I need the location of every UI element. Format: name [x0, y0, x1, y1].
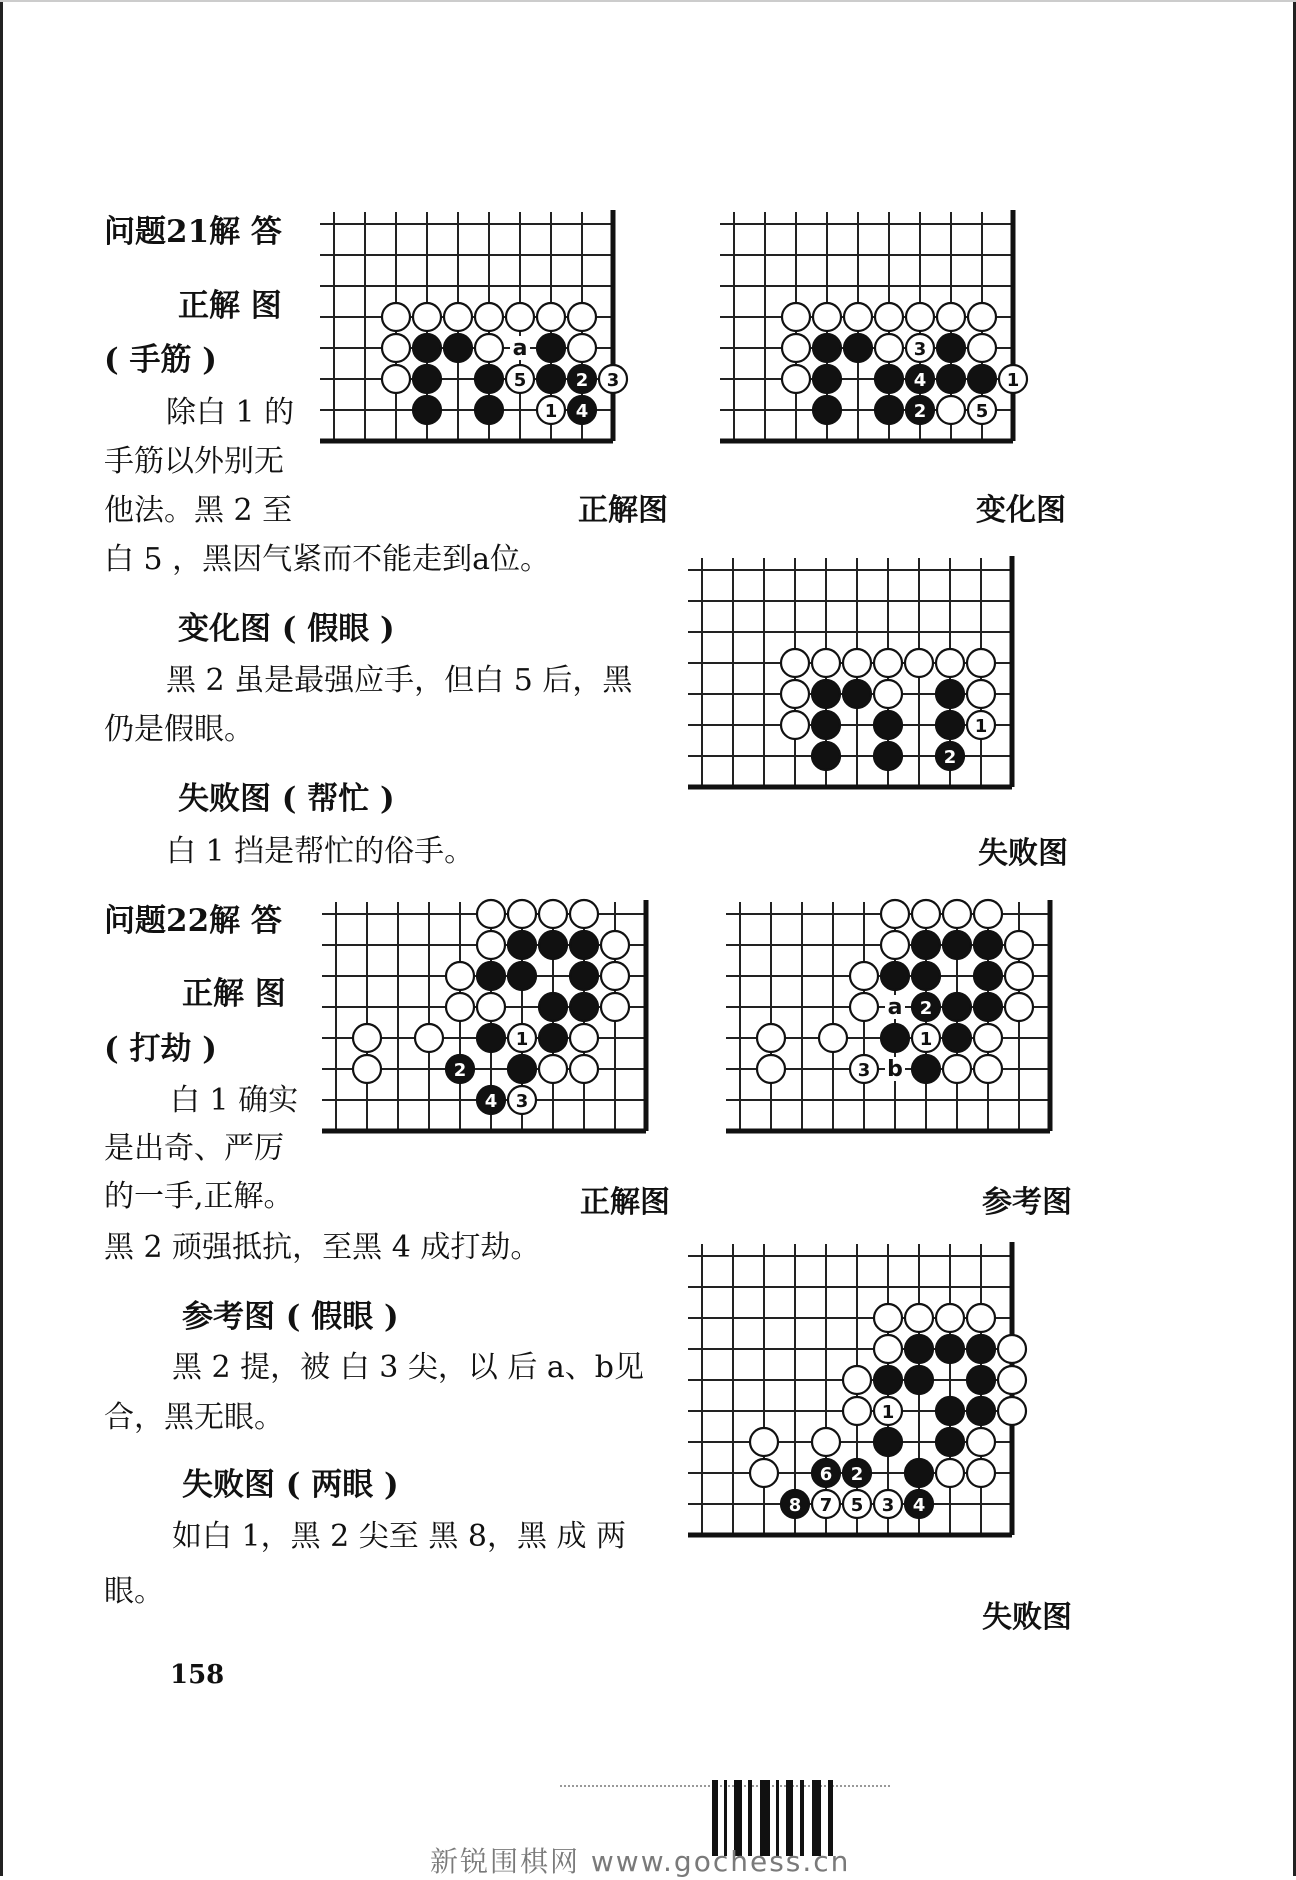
black-stone	[974, 931, 1002, 959]
black-stone	[537, 365, 565, 393]
svg-text:6: 6	[819, 1464, 833, 1485]
svg-text:3: 3	[606, 370, 620, 391]
black-stone	[812, 742, 840, 770]
black-stone-2	[843, 1459, 871, 1487]
black-stone	[874, 711, 902, 739]
white-stone	[812, 649, 840, 677]
svg-text:1: 1	[919, 1029, 933, 1050]
black-stone	[570, 993, 598, 1021]
black-stone-2	[936, 742, 964, 770]
white-stone	[937, 303, 965, 331]
white-stone	[781, 649, 809, 677]
caption-p22-failure: 失败图	[982, 1600, 1072, 1635]
white-stone	[968, 334, 996, 362]
site-watermark: 新锐围棋网 www.gochess.cn	[430, 1845, 851, 1878]
problem21-variation-title: 变化图 ( 假眼 )	[178, 611, 395, 647]
white-stone	[943, 1055, 971, 1083]
black-stone	[508, 962, 536, 990]
black-stone	[874, 1366, 902, 1394]
board-mark-a: a	[887, 995, 903, 1020]
problem22-correct-subtitle: ( 打劫 )	[104, 1031, 217, 1067]
svg-text:8: 8	[788, 1495, 802, 1516]
problem21-correct-line-2: 手筋以外别无	[104, 444, 284, 479]
white-stone-7	[812, 1490, 840, 1518]
white-stone	[813, 303, 841, 331]
white-stone	[843, 649, 871, 677]
black-stone	[813, 365, 841, 393]
svg-text:2: 2	[453, 1060, 467, 1081]
black-stone	[881, 962, 909, 990]
white-stone	[881, 931, 909, 959]
white-stone	[506, 303, 534, 331]
white-stone-3	[850, 1055, 878, 1083]
white-stone	[850, 962, 878, 990]
black-stone-4	[477, 1086, 505, 1114]
black-stone	[813, 334, 841, 362]
black-stone	[539, 931, 567, 959]
white-stone	[750, 1459, 778, 1487]
white-stone	[568, 303, 596, 331]
problem21-correct-line-4: 白 5 ，黑因气紧而不能走到a位。	[104, 542, 551, 577]
black-stone	[413, 334, 441, 362]
white-stone	[844, 303, 872, 331]
svg-text:1: 1	[515, 1029, 529, 1050]
board-mark-a: a	[512, 336, 528, 361]
white-stone	[782, 365, 810, 393]
black-stone	[936, 1397, 964, 1425]
black-stone	[912, 931, 940, 959]
problem21-variation-line-1: 黑 2 虽是最强应手，但白 5 后，黑	[166, 663, 633, 698]
white-stone	[974, 1055, 1002, 1083]
svg-text:3: 3	[881, 1495, 895, 1516]
black-stone-6	[812, 1459, 840, 1487]
black-stone	[508, 931, 536, 959]
black-stone	[937, 365, 965, 393]
white-stone	[601, 931, 629, 959]
white-stone	[943, 900, 971, 928]
svg-text:3: 3	[913, 339, 927, 360]
white-stone	[537, 303, 565, 331]
white-stone	[936, 1459, 964, 1487]
page-border-left	[0, 0, 3, 1876]
white-stone	[936, 649, 964, 677]
problem21-failure-title: 失败图 ( 帮忙 )	[178, 781, 395, 817]
white-stone	[539, 900, 567, 928]
problem22-reference-line-1: 黑 2 提，被 白 3 尖，以 后 a、b见	[172, 1350, 645, 1385]
white-stone	[936, 1304, 964, 1332]
black-stone	[937, 334, 965, 362]
black-stone	[943, 993, 971, 1021]
svg-text:2: 2	[943, 747, 957, 768]
problem21-heading: 问题21解 答	[104, 214, 282, 250]
black-stone	[936, 1335, 964, 1363]
white-stone	[477, 931, 505, 959]
white-stone	[475, 334, 503, 362]
problem22-failure-title: 失败图 ( 两眼 )	[182, 1467, 399, 1503]
svg-text:4: 4	[912, 1495, 926, 1516]
white-stone	[874, 649, 902, 677]
black-stone-2	[446, 1055, 474, 1083]
black-stone	[477, 962, 505, 990]
black-stone-4	[906, 365, 934, 393]
white-stone-3	[874, 1490, 902, 1518]
svg-text:1: 1	[544, 401, 558, 422]
black-stone	[875, 365, 903, 393]
white-stone	[905, 649, 933, 677]
white-stone	[750, 1428, 778, 1456]
go-diagram-p21-failure	[686, 556, 1086, 806]
problem22-correct-line-4: 黑 2 顽强抵抗，至黑 4 成打劫。	[104, 1230, 541, 1265]
caption-p22-reference: 参考图	[982, 1185, 1072, 1220]
white-stone	[446, 962, 474, 990]
white-stone	[570, 1055, 598, 1083]
white-stone	[782, 334, 810, 362]
problem22-reference-title: 参考图 ( 假眼 )	[182, 1299, 399, 1335]
go-diagram-p22-correct	[320, 900, 700, 1160]
black-stone	[912, 962, 940, 990]
black-stone	[812, 680, 840, 708]
white-stone-5	[843, 1490, 871, 1518]
black-stone	[943, 931, 971, 959]
black-stone	[444, 334, 472, 362]
white-stone-3	[906, 334, 934, 362]
white-stone	[1005, 931, 1033, 959]
black-stone	[475, 396, 503, 424]
black-stone	[967, 1397, 995, 1425]
problem22-correct-title: 正解 图	[182, 976, 286, 1012]
white-stone	[1005, 993, 1033, 1021]
white-stone	[757, 1024, 785, 1052]
white-stone	[874, 1304, 902, 1332]
white-stone-1	[874, 1397, 902, 1425]
white-stone	[998, 1397, 1026, 1425]
white-stone	[881, 900, 909, 928]
black-stone	[936, 680, 964, 708]
black-stone-8	[781, 1490, 809, 1518]
white-stone	[967, 649, 995, 677]
page-border-top	[0, 0, 1296, 2]
white-stone	[912, 900, 940, 928]
white-stone	[353, 1055, 381, 1083]
white-stone	[1005, 962, 1033, 990]
white-stone	[475, 303, 503, 331]
caption-p22-correct: 正解图	[580, 1185, 670, 1220]
white-stone	[819, 1024, 847, 1052]
go-diagram-p21-correct	[318, 210, 676, 470]
black-stone-2	[912, 993, 940, 1021]
black-stone-4	[905, 1490, 933, 1518]
white-stone	[874, 1335, 902, 1363]
black-stone	[539, 1024, 567, 1052]
white-stone-1	[912, 1024, 940, 1052]
white-stone	[382, 303, 410, 331]
black-stone	[570, 931, 598, 959]
white-stone	[601, 993, 629, 1021]
svg-text:2: 2	[575, 370, 589, 391]
white-stone-5	[968, 396, 996, 424]
white-stone	[874, 680, 902, 708]
white-stone	[782, 303, 810, 331]
white-stone	[998, 1335, 1026, 1363]
white-stone-5	[506, 365, 534, 393]
white-stone	[843, 1397, 871, 1425]
white-stone	[937, 396, 965, 424]
svg-text:5: 5	[975, 401, 989, 422]
svg-text:3: 3	[857, 1060, 871, 1081]
black-stone	[537, 334, 565, 362]
black-stone	[905, 1366, 933, 1394]
svg-text:4: 4	[484, 1091, 498, 1112]
svg-text:5: 5	[513, 370, 527, 391]
black-stone	[881, 1024, 909, 1052]
white-stone	[570, 1024, 598, 1052]
svg-text:4: 4	[913, 370, 927, 391]
white-stone	[967, 680, 995, 708]
black-stone	[844, 334, 872, 362]
black-stone	[974, 993, 1002, 1021]
white-stone	[967, 1459, 995, 1487]
black-stone	[413, 365, 441, 393]
problem21-variation-line-2: 仍是假眼。	[104, 712, 254, 747]
problem22-heading: 问题22解 答	[104, 903, 282, 939]
black-stone	[967, 1335, 995, 1363]
black-stone	[539, 993, 567, 1021]
svg-text:1: 1	[974, 716, 988, 737]
caption-p21-failure: 失败图	[978, 836, 1068, 871]
white-stone	[601, 962, 629, 990]
svg-text:1: 1	[1006, 370, 1020, 391]
problem22-reference-line-2: 合，黑无眼。	[104, 1400, 284, 1435]
black-stone	[813, 396, 841, 424]
black-stone	[874, 742, 902, 770]
svg-text:4: 4	[575, 401, 589, 422]
svg-text:2: 2	[850, 1464, 864, 1485]
white-stone	[781, 680, 809, 708]
black-stone	[936, 1428, 964, 1456]
white-stone	[508, 900, 536, 928]
black-stone	[874, 1428, 902, 1456]
problem22-correct-line-2: 是出奇、严厉	[104, 1131, 284, 1166]
problem22-correct-line-1: 白 1 确实	[170, 1083, 299, 1118]
svg-text:3: 3	[515, 1091, 529, 1112]
page-number: 158	[170, 1660, 225, 1690]
svg-text:2: 2	[913, 401, 927, 422]
white-stone	[781, 711, 809, 739]
white-stone	[477, 993, 505, 1021]
white-stone	[353, 1024, 381, 1052]
problem22-correct-line-3: 的一手,正解。	[104, 1179, 294, 1214]
svg-text:7: 7	[819, 1495, 833, 1516]
white-stone-3	[599, 365, 627, 393]
board-mark-b: b	[887, 1057, 903, 1082]
black-stone	[912, 1055, 940, 1083]
white-stone-3	[508, 1086, 536, 1114]
white-stone	[875, 334, 903, 362]
black-stone-2	[906, 396, 934, 424]
white-stone	[967, 1304, 995, 1332]
white-stone	[974, 1024, 1002, 1052]
white-stone	[382, 334, 410, 362]
white-stone	[382, 365, 410, 393]
problem22-failure-line-1: 如白 1，黑 2 尖至 黑 8，黑 成 两	[172, 1519, 627, 1554]
white-stone	[570, 900, 598, 928]
svg-text:2: 2	[919, 998, 933, 1019]
problem22-failure-line-2: 眼。	[104, 1574, 164, 1609]
black-stone	[943, 1024, 971, 1052]
white-stone	[539, 1055, 567, 1083]
black-stone	[843, 680, 871, 708]
white-stone	[974, 900, 1002, 928]
problem21-correct-line-1: 除白 1 的	[166, 395, 295, 430]
black-stone	[905, 1335, 933, 1363]
go-diagram-p22-failure	[686, 1242, 1106, 1572]
black-stone	[936, 711, 964, 739]
white-stone	[875, 303, 903, 331]
svg-text:5: 5	[850, 1495, 864, 1516]
black-stone	[974, 962, 1002, 990]
white-stone	[905, 1304, 933, 1332]
white-stone	[812, 1428, 840, 1456]
black-stone	[413, 396, 441, 424]
white-stone	[967, 1428, 995, 1456]
white-stone-1	[537, 396, 565, 424]
white-stone-1	[508, 1024, 536, 1052]
white-stone	[998, 1366, 1026, 1394]
white-stone	[446, 993, 474, 1021]
black-stone-2	[568, 365, 596, 393]
white-stone	[413, 303, 441, 331]
black-stone	[967, 1366, 995, 1394]
white-stone	[906, 303, 934, 331]
white-stone	[850, 993, 878, 1021]
white-stone	[415, 1024, 443, 1052]
caption-p21-variation: 变化图	[976, 493, 1066, 528]
white-stone	[843, 1366, 871, 1394]
black-stone-4	[568, 396, 596, 424]
black-stone	[905, 1459, 933, 1487]
black-stone	[508, 1055, 536, 1083]
white-stone	[757, 1055, 785, 1083]
caption-p21-correct: 正解图	[578, 493, 668, 528]
white-stone	[568, 334, 596, 362]
white-stone-1	[967, 711, 995, 739]
black-stone	[968, 365, 996, 393]
white-stone	[968, 303, 996, 331]
go-diagram-p21-variation	[718, 210, 1088, 470]
go-diagram-p22-reference	[724, 900, 1104, 1140]
white-stone	[444, 303, 472, 331]
white-stone-1	[999, 365, 1027, 393]
problem21-correct-subtitle: ( 手筋 )	[104, 342, 217, 378]
problem21-correct-line-3: 他法。黑 2 至	[104, 493, 293, 528]
black-stone	[875, 396, 903, 424]
black-stone	[812, 711, 840, 739]
white-stone	[477, 900, 505, 928]
black-stone	[477, 1024, 505, 1052]
problem21-failure-line-1: 白 1 挡是帮忙的俗手。	[166, 834, 475, 869]
problem21-correct-title: 正解 图	[178, 288, 282, 324]
black-stone	[475, 365, 503, 393]
black-stone	[570, 962, 598, 990]
svg-text:1: 1	[881, 1402, 895, 1423]
